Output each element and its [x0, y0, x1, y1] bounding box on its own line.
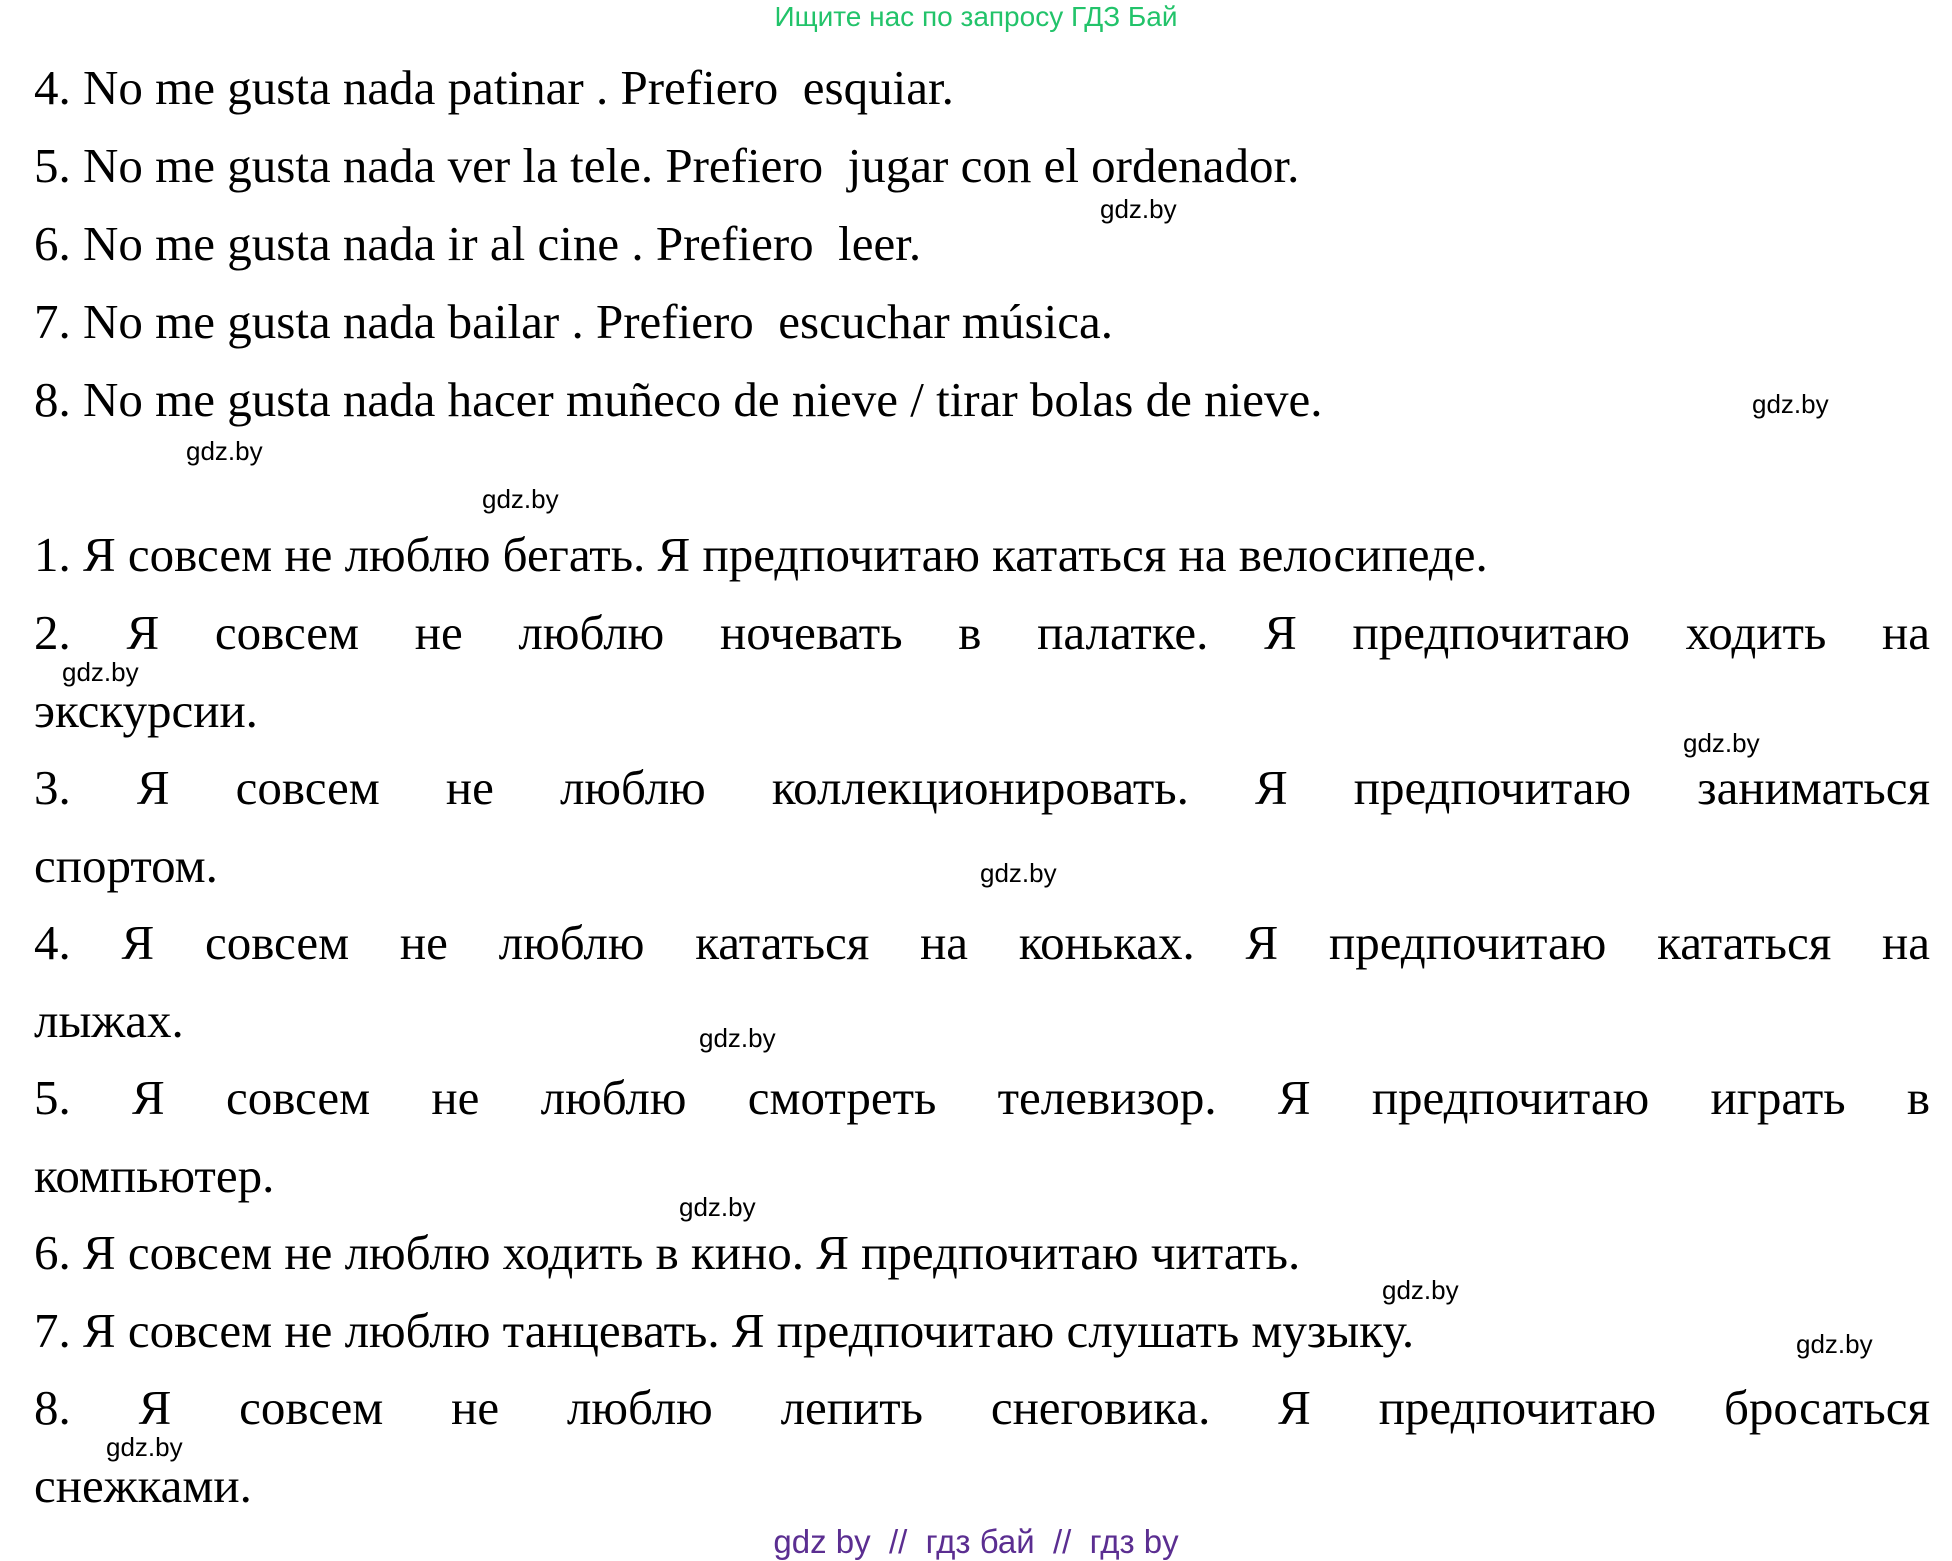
watermark: gdz.by — [1796, 1329, 1873, 1359]
russian-sentence-4-line-2: лыжах. — [34, 993, 184, 1048]
watermark: gdz.by — [1382, 1275, 1459, 1305]
watermark: gdz.by — [980, 858, 1057, 888]
watermark: gdz.by — [699, 1023, 776, 1053]
spanish-sentence-4: 4. No me gusta nada patinar . Prefiero esquiar. — [34, 60, 954, 115]
russian-sentence-2-line-2: экскурсии. — [34, 683, 258, 738]
russian-sentence-7: 7. Я совсем не люблю танцевать. Я предпочитаю слушать музыку. — [34, 1303, 1415, 1358]
russian-sentence-3-line-2: спортом. — [34, 838, 218, 893]
spanish-sentence-6: 6. No me gusta nada ir al cine . Prefiero leer. — [34, 216, 922, 271]
watermark: gdz.by — [186, 436, 263, 466]
russian-sentence-8-line-1: 8. Я совсем не люблю лепить снеговика. Я предпочитаю бросаться — [34, 1380, 1930, 1435]
russian-sentence-5-line-2: компьютер. — [34, 1148, 275, 1203]
search-banner: Ищите нас по запросу ГДЗ Бай — [774, 1, 1178, 32]
spanish-sentence-5: 5. No me gusta nada ver la tele. Prefiero jugar con el ordenador. — [34, 138, 1300, 193]
watermark: gdz.by — [1100, 194, 1177, 224]
russian-sentence-1: 1. Я совсем не люблю бегать. Я предпочитаю кататься на велосипеде. — [34, 527, 1488, 582]
watermark: gdz.by — [482, 484, 559, 514]
russian-sentence-6: 6. Я совсем не люблю ходить в кино. Я предпочитаю читать. — [34, 1225, 1301, 1280]
russian-sentence-8-line-2: снежками. — [34, 1458, 252, 1513]
spanish-sentence-8: 8. No me gusta nada hacer muñeco de nieve / tirar bolas de nieve. — [34, 372, 1323, 427]
russian-sentence-5-line-1: 5. Я совсем не люблю смотреть телевизор. Я предпочитаю играть в — [34, 1070, 1930, 1125]
watermark: gdz.by — [62, 657, 139, 687]
russian-sentence-4-line-1: 4. Я совсем не люблю кататься на коньках. Я предпочитаю кататься на — [34, 915, 1930, 970]
spanish-sentence-7: 7. No me gusta nada bailar . Prefiero escuchar música. — [34, 294, 1113, 349]
russian-sentence-2-line-1: 2. Я совсем не люблю ночевать в палатке. Я предпочитаю ходить на — [34, 605, 1930, 660]
watermark: gdz.by — [679, 1192, 756, 1222]
site-footer: gdz by // гдз бай // гдз by — [773, 1523, 1179, 1560]
watermark: gdz.by — [106, 1432, 183, 1462]
watermark: gdz.by — [1683, 728, 1760, 758]
watermark: gdz.by — [1752, 389, 1829, 419]
russian-sentence-3-line-1: 3. Я совсем не люблю коллекционировать. Я предпочитаю заниматься — [34, 760, 1930, 815]
